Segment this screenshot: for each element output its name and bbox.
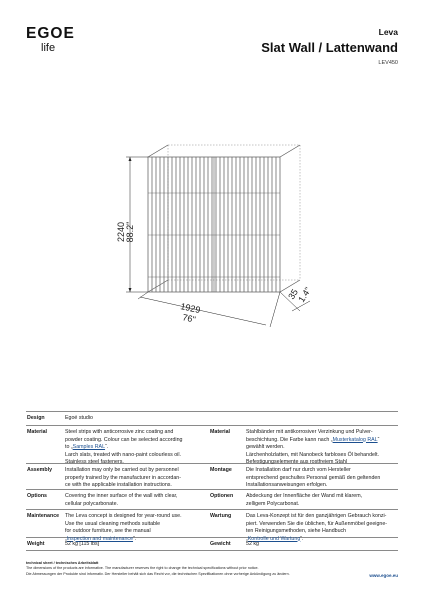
weight-label-de: Gewicht xyxy=(210,541,231,547)
width-dimension xyxy=(138,292,280,327)
options-label-de: Optionen xyxy=(210,493,234,499)
height-mm: 2240 xyxy=(116,221,126,243)
options-label: Options xyxy=(27,493,48,499)
spec-row-assembly xyxy=(26,463,398,489)
maintenance-label-de: Wartung xyxy=(210,513,232,519)
depth-mm: 35 xyxy=(286,287,301,302)
spec-row-design xyxy=(26,411,398,425)
assembly-de: Die Installation darf nur durch vom Hersteller entsprechend geschultes Personal gemäß den geltenden Installationsanweisungen erfolgen. xyxy=(246,467,381,489)
brand-name: EGOE xyxy=(26,25,75,42)
spec-row-options xyxy=(26,489,398,509)
website-link[interactable]: www.egoe.eu xyxy=(369,573,398,578)
page-title: Slat Wall / Lattenwand xyxy=(261,40,398,55)
spec-table xyxy=(26,411,398,551)
footer-disclaimer-en: The dimensions of the products are informative. The manufacturer reserves the right to change the technical specifications without prior notice. xyxy=(26,566,259,571)
kontrolle-wartung-link[interactable]: Kontrolle und Wartung xyxy=(247,535,301,542)
width-in: 76" xyxy=(181,312,197,325)
width-mm: 1929 xyxy=(179,301,202,316)
options-de: Abdeckung der Innenfläche der Wand mit klarem, zelligem Polycarbonat. xyxy=(246,493,363,507)
inspection-maintenance-link[interactable]: Inspection and maintenance xyxy=(66,535,134,542)
spec-row-weight xyxy=(26,537,398,551)
samples-ral-link[interactable]: Samples RAL xyxy=(72,444,106,451)
maintenance-de: Das Leva-Konzept ist für den ganzjährigen Gebrauch konzi- piert. Verwenden Sie die üblichen, für Außenmöbel geeigne- ten Reinigungsmethoden, siehe Handbuch „Kontrolle und Wartung“. xyxy=(246,513,388,542)
material-en: Steel strips with anticorrosive zinc coating and powder coating. Colour can be selected according to „Samples RAL“. Larch slats, treated with nano-paint colourless oil. Stainless steel fasteners. xyxy=(65,429,183,466)
series-name: Leva xyxy=(378,27,398,37)
assembly-label: Assembly xyxy=(27,467,53,473)
spec-row-material xyxy=(26,425,398,466)
height-in: 88.2" xyxy=(125,221,135,243)
weight-de: 52 kg xyxy=(246,541,259,547)
material-de: Stahlbänder mit antikorrosiver Verzinkung und Pulver- beschichtung. Die Farbe kann nach „Musterkatalog RAL“ gewählt werden. Lärchenholzlatten, mit Nanobeck farbloses Öl behandelt. Befestigungselemente aus rostfreiem Stahl xyxy=(246,429,380,466)
assembly-label-de: Montage xyxy=(210,467,232,473)
musterkatalog-ral-link[interactable]: Musterkatalog RAL xyxy=(332,436,378,443)
material-label: Material xyxy=(27,429,48,435)
product-header xyxy=(261,27,398,66)
spec-row-maintenance xyxy=(26,509,398,542)
design-label: Design xyxy=(27,415,45,421)
product-drawing xyxy=(100,135,330,330)
brand-logo xyxy=(26,26,75,54)
footer-notes xyxy=(26,561,398,577)
maintenance-en: The Leva concept is designed for year-round use. Use the usual cleaning methods suitable for outdoor furniture, see the manual „Inspection and maintenance“. xyxy=(65,513,182,542)
footer-disclaimer-de: Die Abmessungen der Produkte sind informativ. Der Hersteller behält sich das Recht vor, die technischen Spezifikationen ohne vorherige Ankündigung zu ändern. xyxy=(26,571,290,576)
design-value: Egoé studio xyxy=(65,415,93,421)
product-code: LEV450 xyxy=(378,60,398,66)
material-label-de: Material xyxy=(210,429,231,435)
options-en: Covering the inner surface of the wall with clear, cellular polycarbonate. xyxy=(65,493,178,507)
assembly-en: Installation may only be carried out by personnel properly trained by the manufacturer in accordan- ce with the applicable installation instructions. xyxy=(65,467,182,489)
brand-sub: life xyxy=(41,41,56,54)
footer-title: technical sheet / technisches Arbeitsblatt xyxy=(26,561,99,565)
slat-wall-drawing xyxy=(100,135,330,330)
maintenance-label: Maintenance xyxy=(27,513,60,519)
depth-in: 1.4" xyxy=(296,285,314,305)
weight-en: 52 kg [115 lbs] xyxy=(65,541,100,547)
weight-label: Weight xyxy=(27,541,45,547)
